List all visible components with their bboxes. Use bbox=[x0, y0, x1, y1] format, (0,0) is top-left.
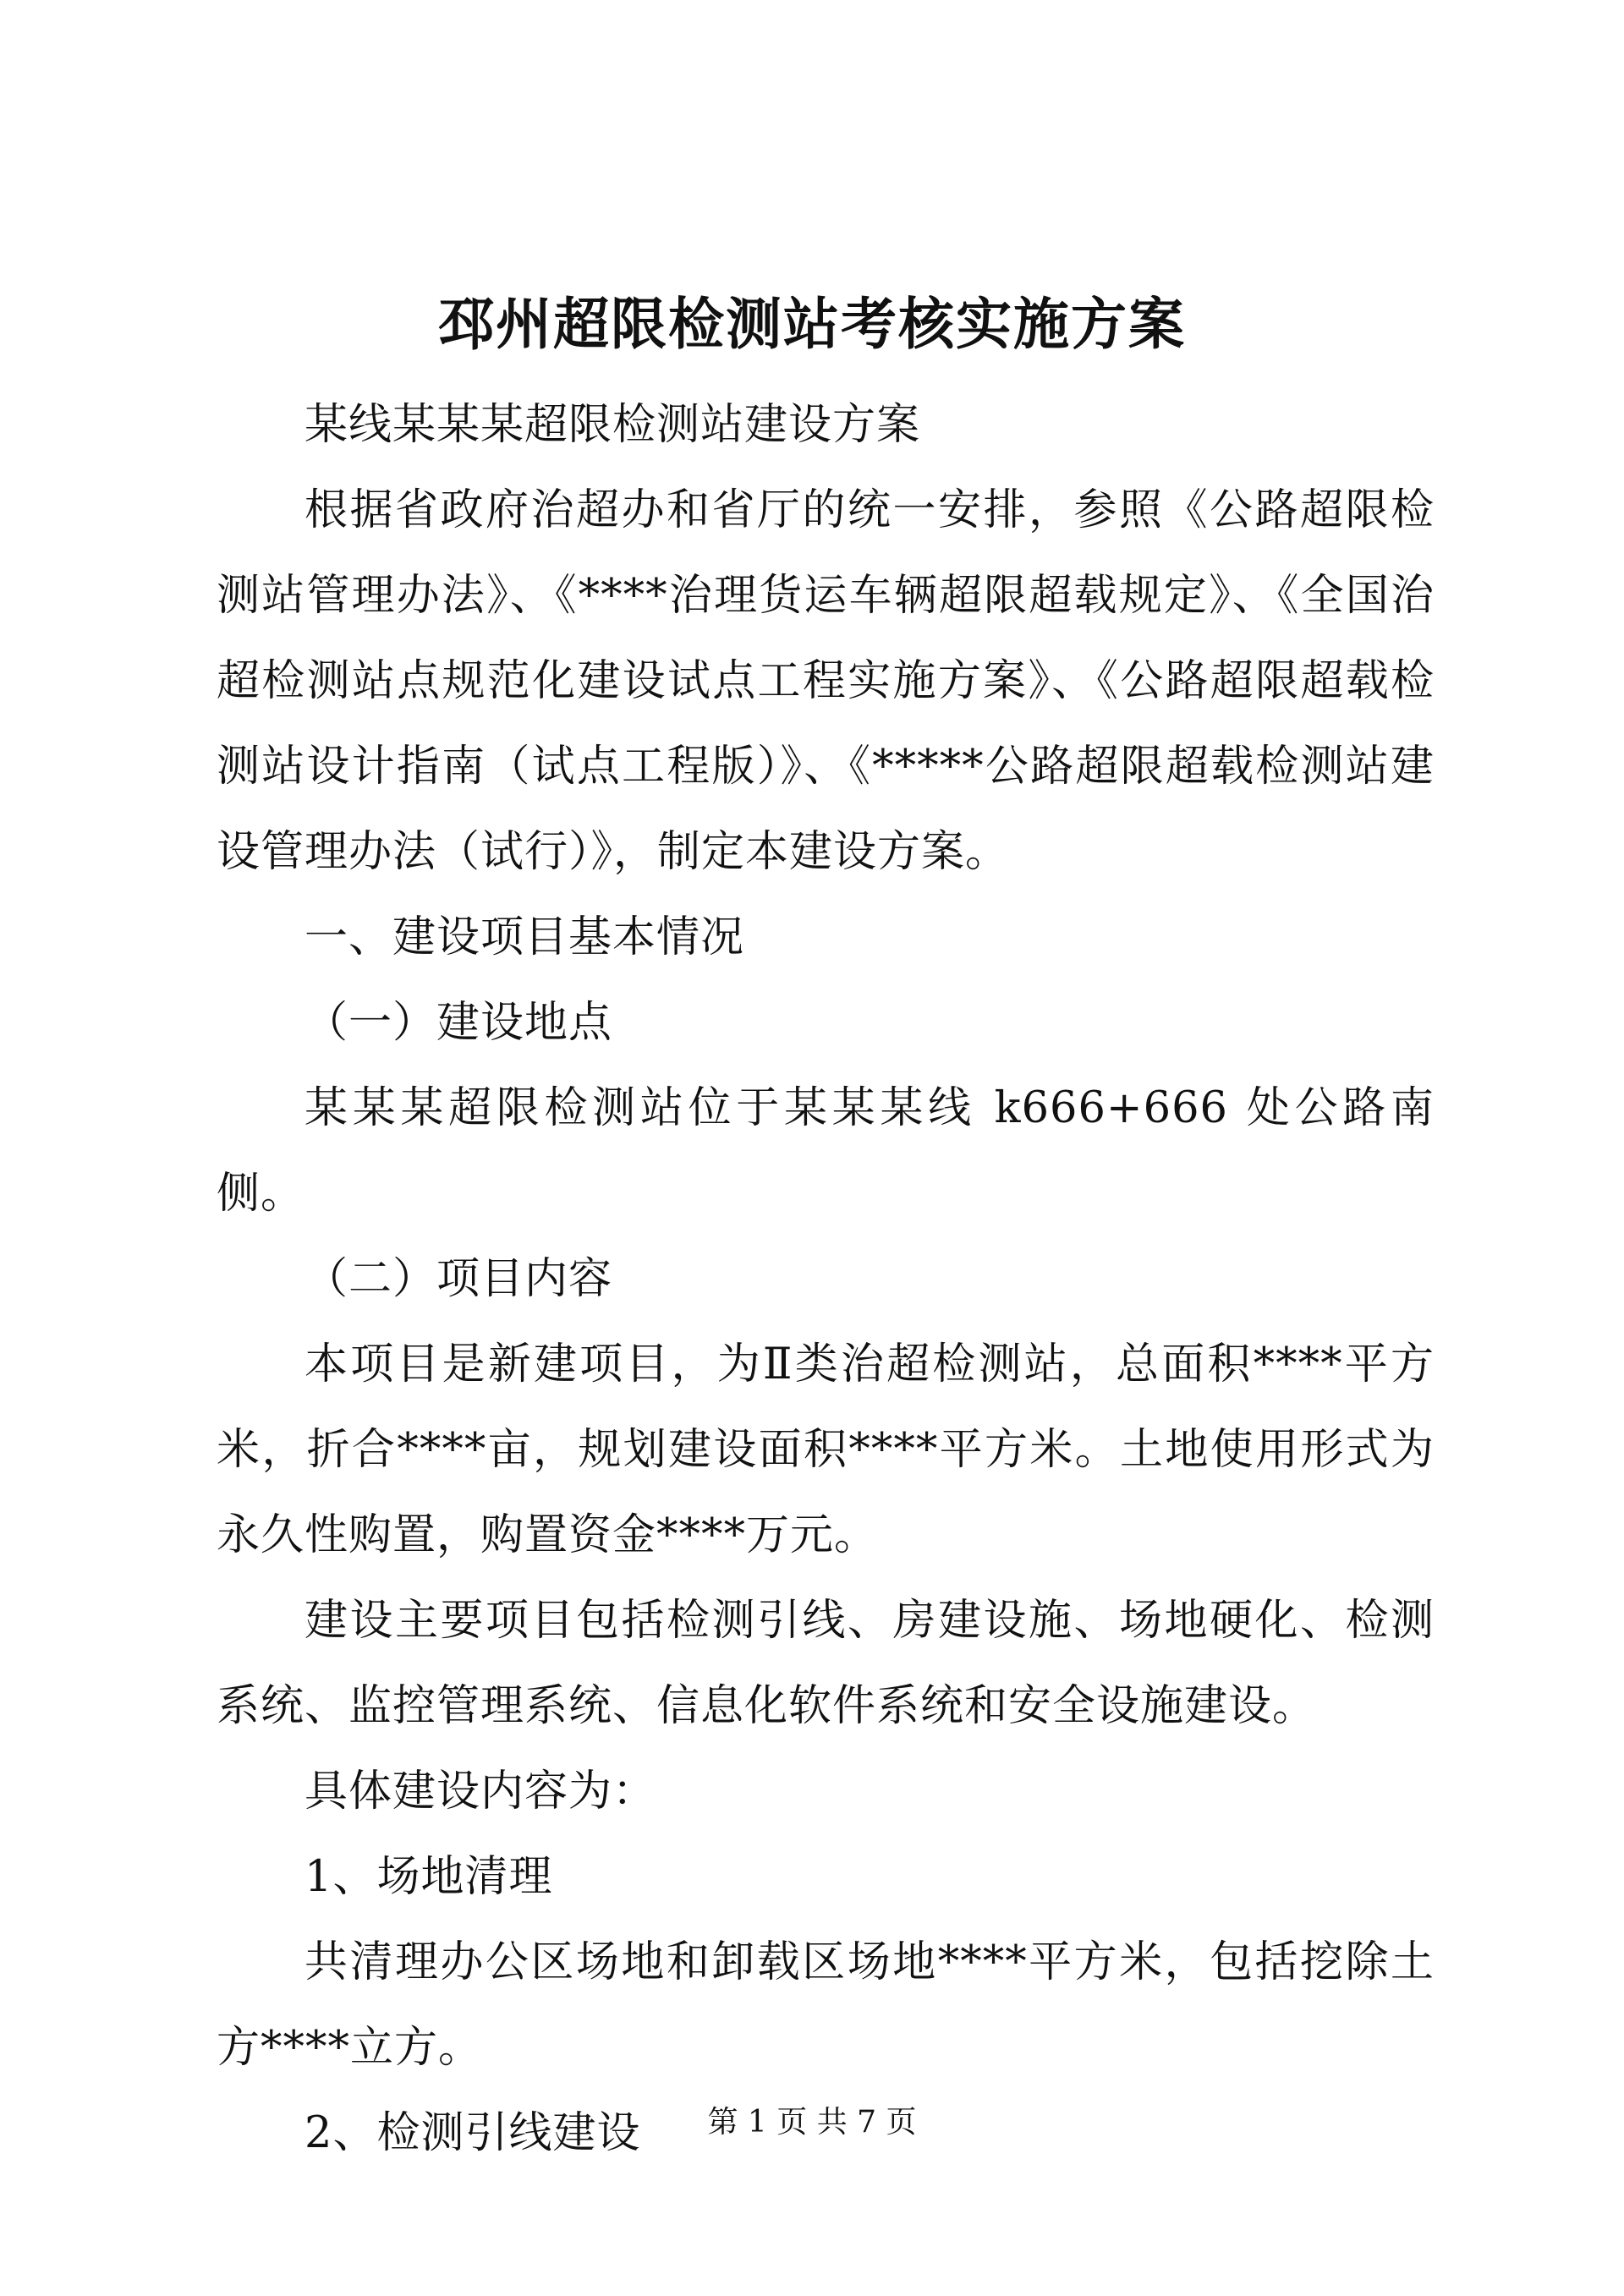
paragraph-site-clearing: 共清理办公区场地和卸载区场地****平方米，包括挖除土方****立方。 bbox=[217, 1937, 1435, 2073]
document-title: 邳州超限检测站考核实施方案 bbox=[438, 291, 1186, 357]
paragraph-location: 某某某超限检测站位于某某某线 k666+666 处公路南侧。 bbox=[217, 1083, 1435, 1219]
item-heading-access-road: 2、检测引线建设 bbox=[304, 2108, 641, 2158]
paragraph-subtitle: 某线某某某超限检测站建设方案 bbox=[304, 400, 921, 450]
paragraph-main-items: 建设主要项目包括检测引线、房建设施、场地硬化、检测系统、监控管理系统、信息化软件系统和安全设施建设。 bbox=[217, 1596, 1435, 1731]
section-heading-1: 一、建设项目基本情况 bbox=[304, 912, 745, 962]
paragraph-project-area: 本项目是新建项目，为Ⅱ类治超检测站，总面积****平方米，折合****亩，规划建设面积****平方米。土地使用形式为永久性购置，购置资金****万元。 bbox=[217, 1340, 1435, 1560]
item-heading-site-clearing: 1、场地清理 bbox=[304, 1852, 553, 1902]
document-body bbox=[217, 382, 1435, 2176]
subsection-heading-content: （二）项目内容 bbox=[304, 1254, 613, 1304]
page-footer: 第 1 页 共 7 页 bbox=[707, 2105, 917, 2140]
paragraph-basis: 根据省政府治超办和省厅的统一安排，参照《公路超限检测站管理办法》、《****治理货运车辆超限超载规定》、《全国治超检测站点规范化建设试点工程实施方案》、《公路超限超载检测站设计指南（试点工程版）》、《*****公路超限超载检测站建设管理办法（试行）》，制定本建设方案。 bbox=[217, 485, 1435, 877]
subsection-heading-location: （一）建设地点 bbox=[304, 998, 613, 1048]
paragraph-detail-intro: 具体建设内容为： bbox=[304, 1767, 657, 1817]
